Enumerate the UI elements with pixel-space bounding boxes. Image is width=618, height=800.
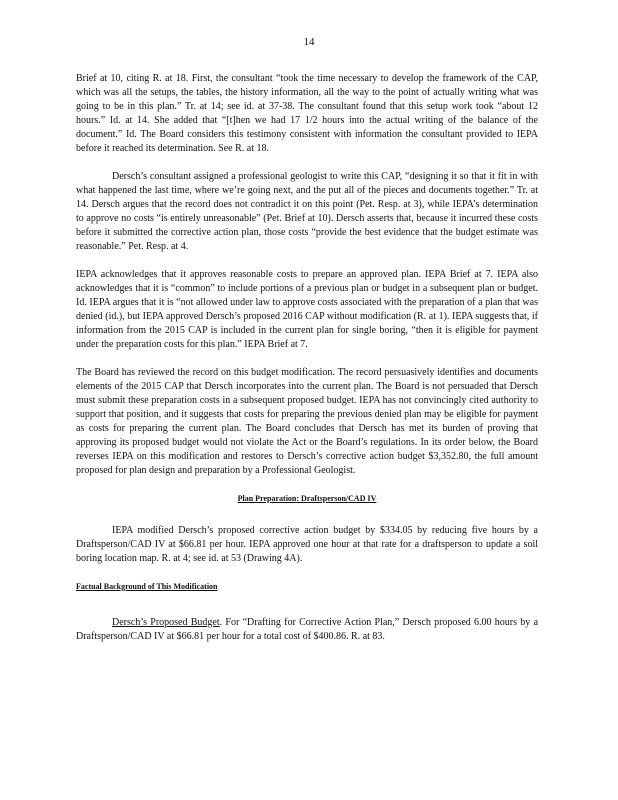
paragraph-iepa-acknowledges: IEPA acknowledges that it approves reasonable costs to prepare an approved plan. IEPA Brief at 7. IEPA also acknowledges that it is “common” to include portions of a previous plan or budget in a subsequent plan or budget. Id. IEPA argues that it is “not allowed under law to approve costs associated with the preparation of a plan that was denied (id.), but IEPA approved Dersch’s proposed 2016 CAP without modification (R. at 1). IEPA suggests that, if information from the 2015 CAP is included in the current plan for single boring, “then it is eligible for payment under the preparation costs for this plan.” IEPA Brief at 7. [76,269,538,350]
paragraph-brief-citation: Brief at 10, citing R. at 18. First, the consultant “took the time necessary to develop the framework of the CAP, which was all the setups, the tables, the history information, all the way to the point of actually writing what was going to be in this plan.” Tr. at 14; see id. at 37-38. The consultant found that this setup work took “about 12 hours.” Id. at 14. She added that “[t]hen we had 17 1/2 hours into the actual writing of the balance of the document.” Id. The Board considers this testimony consistent with information the consultant provided to IEPA before it reached its determination. See R. at 18. [76,73,538,154]
paragraph-iepa-modified: IEPA modified Dersch’s proposed corrective action budget by $334.05 by reducing five hours by a Draftsperson/CAD IV at $66.81 per hour. IEPA approved one hour at that rate for a draftsperson to update a soil boring location map. R. at 4; see id. at 53 (Drawing 4A). [76,525,538,564]
paragraph-board-review: The Board has reviewed the record on this budget modification. The record persuasively identifies and documents elements of the 2015 CAP that Dersch incorporates into the current plan. The Board is not persuaded that Dersch must submit these preparation costs in a subsequent proposed budget. IEPA has not convincingly cited authority to support that position, and it suggests that costs for preparing the previous denied plan may be eligible for payment as costs for preparing the current plan. The Board concludes that Dersch has met its burden of proving that approving its proposed budget would not violate the Act or the Board’s regulations. In its order below, the Board reverses IEPA on this modification and restores to Dersch’s corrective action budget $3,352.80, the full amount proposed for plan design and preparation by a Professional Geologist. [76,367,538,476]
paragraph-consultant-geologist: Dersch’s consultant assigned a professional geologist to write this CAP, “designing it so that it fit in with what happened the last time, where we’re going next, and the put all of the pieces and documents together.” Tr. at 14. Dersch argues that the record does not contradict it on this point (Pet. Resp. at 3), while IEPA’s determination to approve no costs “is entirely unreasonable” (Pet. Brief at 10). Dersch asserts that, because it incurred these costs before it submitted the corrective action plan, those costs “provide the best evidence that the budget estimate was reasonable.” Pet. Resp. at 4. [76,171,538,252]
proposed-budget-lead: Dersch’s Proposed Budget [112,617,220,628]
subsection-heading: Factual Background of This Modification [76,582,218,591]
section-heading: Plan Preparation: Draftsperson/CAD IV [237,494,377,503]
proposed-budget-text: . For “Drafting for Corrective Action Plan,” Dersch proposed 6.00 hours by a Draftsperson/CAD IV at $66.81 per hour for a total cost of $400.86. R. at 83. [76,617,539,642]
paragraph-proposed-budget [76,616,538,644]
page-number: 14 [303,36,315,48]
document-body [76,72,538,658]
